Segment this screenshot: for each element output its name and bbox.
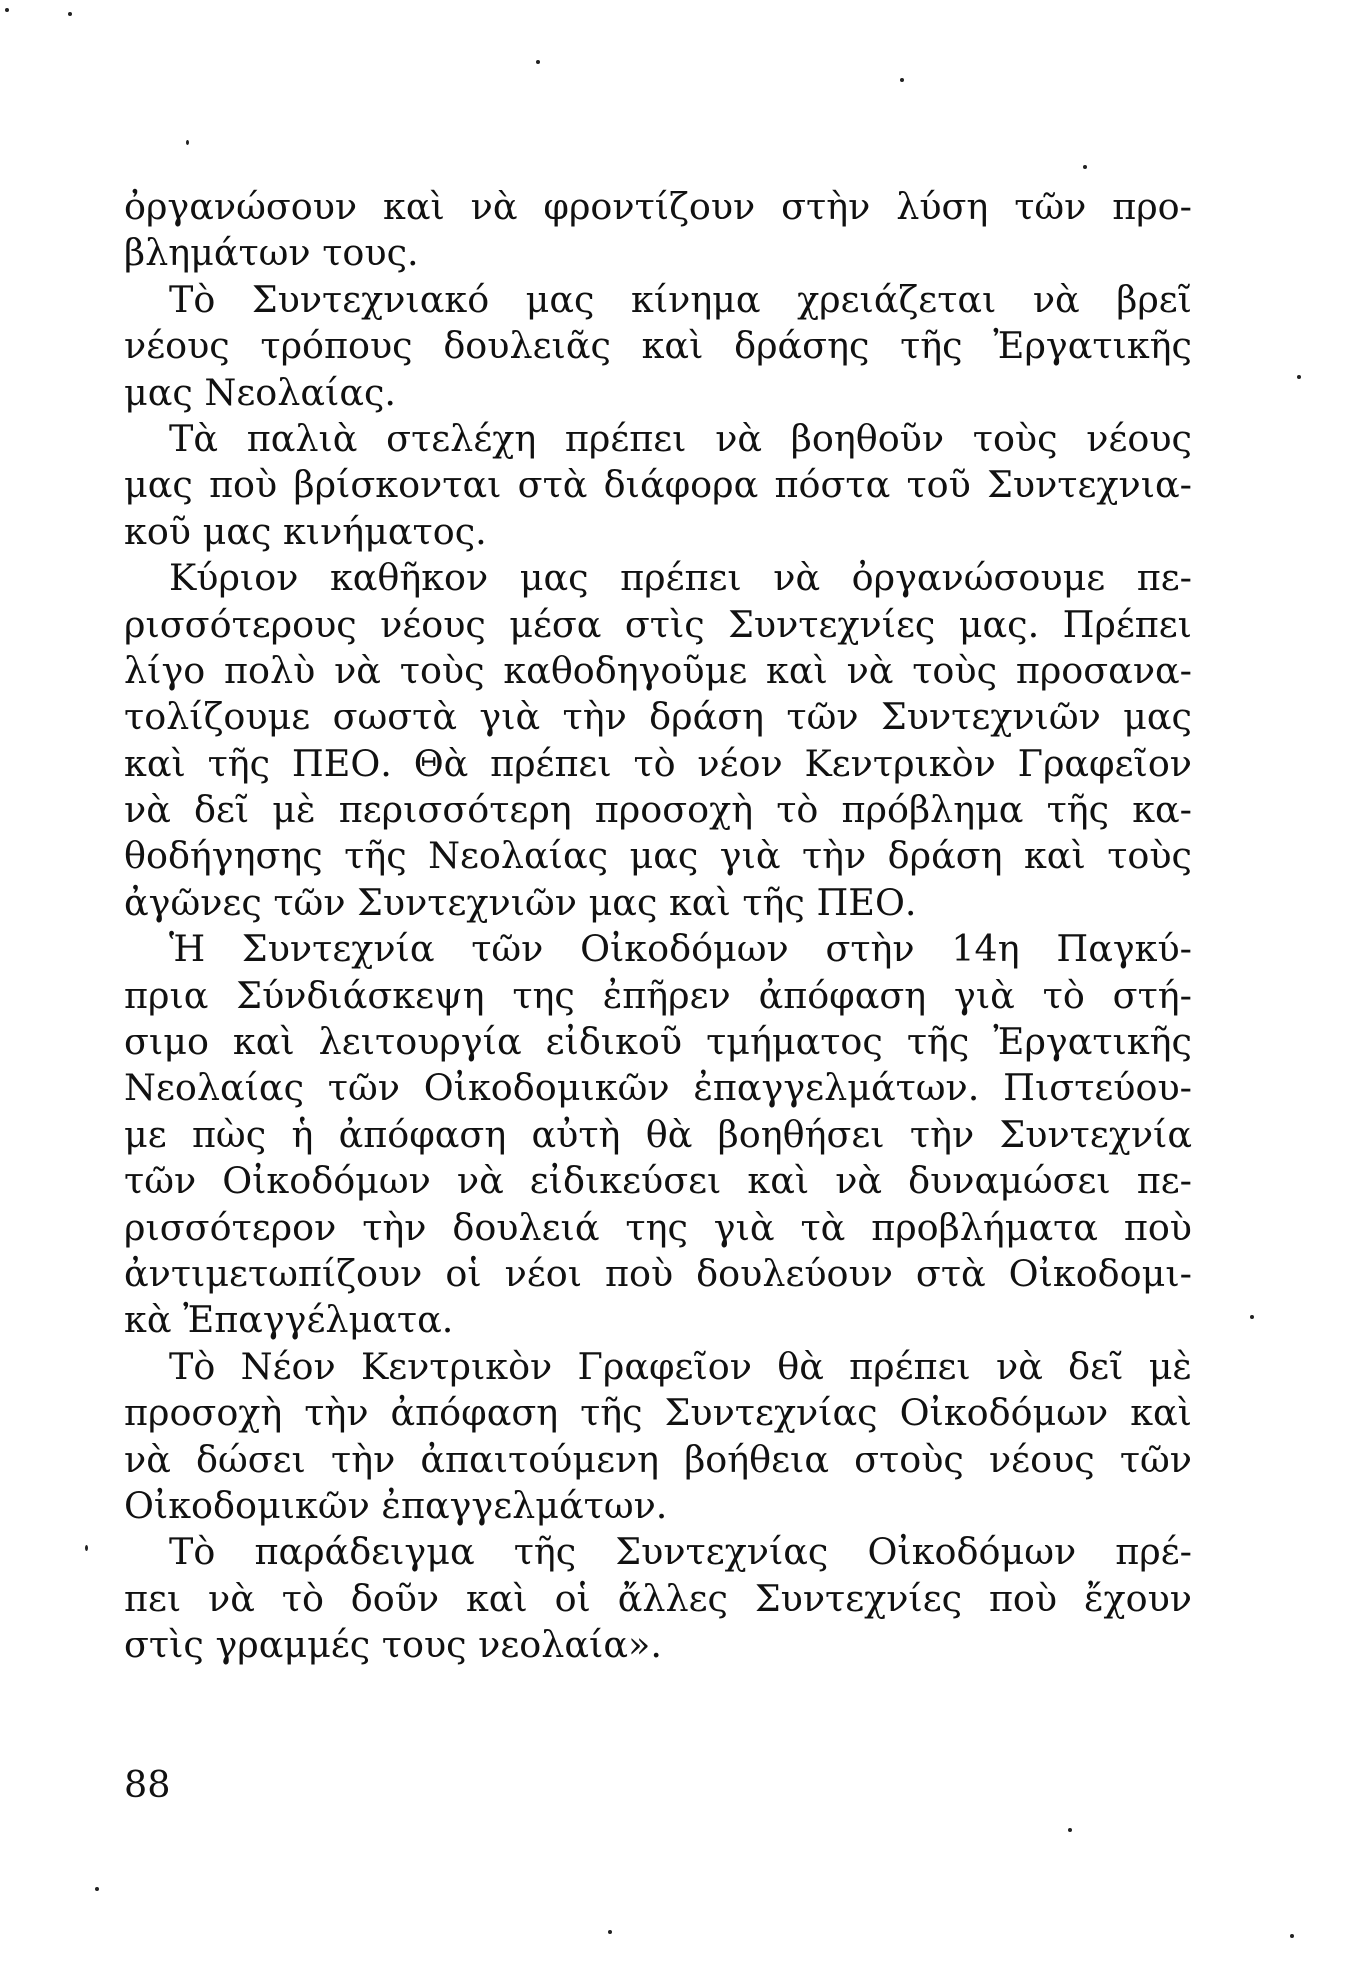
paragraph-first-line: Κύριον καθῆκον μας πρέπει νὰ ὀργανώσουμε πε- — [169, 556, 1192, 600]
body-text — [124, 184, 1192, 1669]
scan-speck — [85, 1545, 88, 1551]
text-line: νὰ δώσει τὴν ἀπαιτούμενη βοήθεια στοὺς νέους τῶν — [124, 1437, 1192, 1481]
scan-speck — [1250, 1315, 1254, 1319]
text-line: τῶν Οἰκοδόμων νὰ εἰδικεύσει καὶ νὰ δυναμώσει πε- — [124, 1159, 1192, 1203]
paragraph-first-line: Τὸ Συντεχνιακό μας κίνημα χρειάζεται νὰ βρεῖ — [169, 277, 1192, 321]
text-line: μας ποὺ βρίσκονται στὰ διάφορα πόστα τοῦ Συντεχνια- — [124, 463, 1192, 507]
scan-speck — [1083, 165, 1087, 169]
page-number: 88 — [124, 1763, 171, 1806]
paragraph-first-line: Ἡ Συντεχνία τῶν Οἰκοδόμων στὴν 14η Παγκύ- — [169, 927, 1192, 971]
scan-speck — [186, 140, 189, 145]
text-line: με πὼς ἡ ἀπόφαση αὐτὴ θὰ βοηθήσει τὴν Συντεχνία — [124, 1112, 1192, 1156]
scan-speck — [536, 60, 540, 64]
text-line: βλημάτων τους. — [124, 231, 419, 275]
text-line: τολίζουμε σωστὰ γιὰ τὴν δράση τῶν Συντεχνιῶν μας — [124, 695, 1192, 739]
scan-speck — [68, 12, 72, 16]
text-line: καὶ τῆς ΠΕΟ. Θὰ πρέπει τὸ νέον Κεντρικὸν Γραφεῖον — [124, 741, 1192, 785]
text-line: πρια Σύνδιάσκεψη της ἐπῆρεν ἀπόφαση γιὰ τὸ στή- — [124, 973, 1192, 1017]
text-line: Νεολαίας τῶν Οἰκοδομικῶν ἐπαγγελμάτων. Πιστεύου- — [124, 1066, 1192, 1110]
text-line: πει νὰ τὸ δοῦν καὶ οἱ ἄλλες Συντεχνίες ποὺ ἔχουν — [124, 1576, 1192, 1620]
text-line: Οἰκοδομικῶν ἐπαγγελμάτων. — [124, 1483, 668, 1527]
text-line: θοδήγησης τῆς Νεολαίας μας γιὰ τὴν δράση καὶ τοὺς — [124, 834, 1192, 878]
text-line: νέους τρόπους δουλειᾶς καὶ δράσης τῆς Ἐργατικῆς — [124, 324, 1192, 368]
text-line: προσοχὴ τὴν ἀπόφαση τῆς Συντεχνίας Οἰκοδόμων καὶ — [124, 1391, 1192, 1435]
scan-speck — [608, 1930, 612, 1934]
paragraph-first-line: Τὸ παράδειγμα τῆς Συντεχνίας Οἰκοδόμων πρέ- — [169, 1530, 1192, 1574]
text-line: ὀργανώσουν καὶ νὰ φροντίζουν στὴν λύση τῶν προ- — [124, 185, 1192, 228]
text-line: ρισσότερον τὴν δουλειά της γιὰ τὰ προβλήματα ποὺ — [124, 1205, 1192, 1249]
text-line: σιμο καὶ λειτουργία εἰδικοῦ τμήματος τῆς Ἐργατικῆς — [124, 1020, 1192, 1064]
text-line: στὶς γραμμές τους νεολαία». — [124, 1623, 662, 1667]
scan-speck — [1068, 1828, 1072, 1832]
text-line: ρισσότερους νέους μέσα στὶς Συντεχνίες μας. Πρέπει — [124, 602, 1192, 646]
text-line: μας Νεολαίας. — [124, 370, 397, 414]
scan-speck — [1297, 375, 1301, 379]
paragraph-first-line: Τὰ παλιὰ στελέχη πρέπει νὰ βοηθοῦν τοὺς νέους — [169, 416, 1192, 460]
text-line: κὰ Ἐπαγγέλματα. — [124, 1298, 454, 1342]
text-line: νὰ δεῖ μὲ περισσότερη προσοχὴ τὸ πρόβλημα τῆς κα- — [124, 788, 1192, 832]
text-line: κοῦ μας κινήματος. — [124, 509, 487, 553]
scan-speck — [95, 1887, 99, 1891]
scan-speck — [900, 78, 904, 82]
text-line: ἀγῶνες τῶν Συντεχνιῶν μας καὶ τῆς ΠΕΟ. — [124, 880, 917, 924]
text-line: ἀντιμετωπίζουν οἱ νέοι ποὺ δουλεύουν στὰ Οἰκοδομι- — [124, 1251, 1192, 1295]
text-line: λίγο πολὺ νὰ τοὺς καθοδηγοῦμε καὶ νὰ τοὺς προσανα- — [124, 648, 1192, 692]
scan-speck — [1290, 1934, 1294, 1938]
paragraph-first-line: Τὸ Νέον Κεντρικὸν Γραφεῖον θὰ πρέπει νὰ δεῖ μὲ — [169, 1344, 1192, 1388]
scan-speck — [5, 8, 9, 12]
